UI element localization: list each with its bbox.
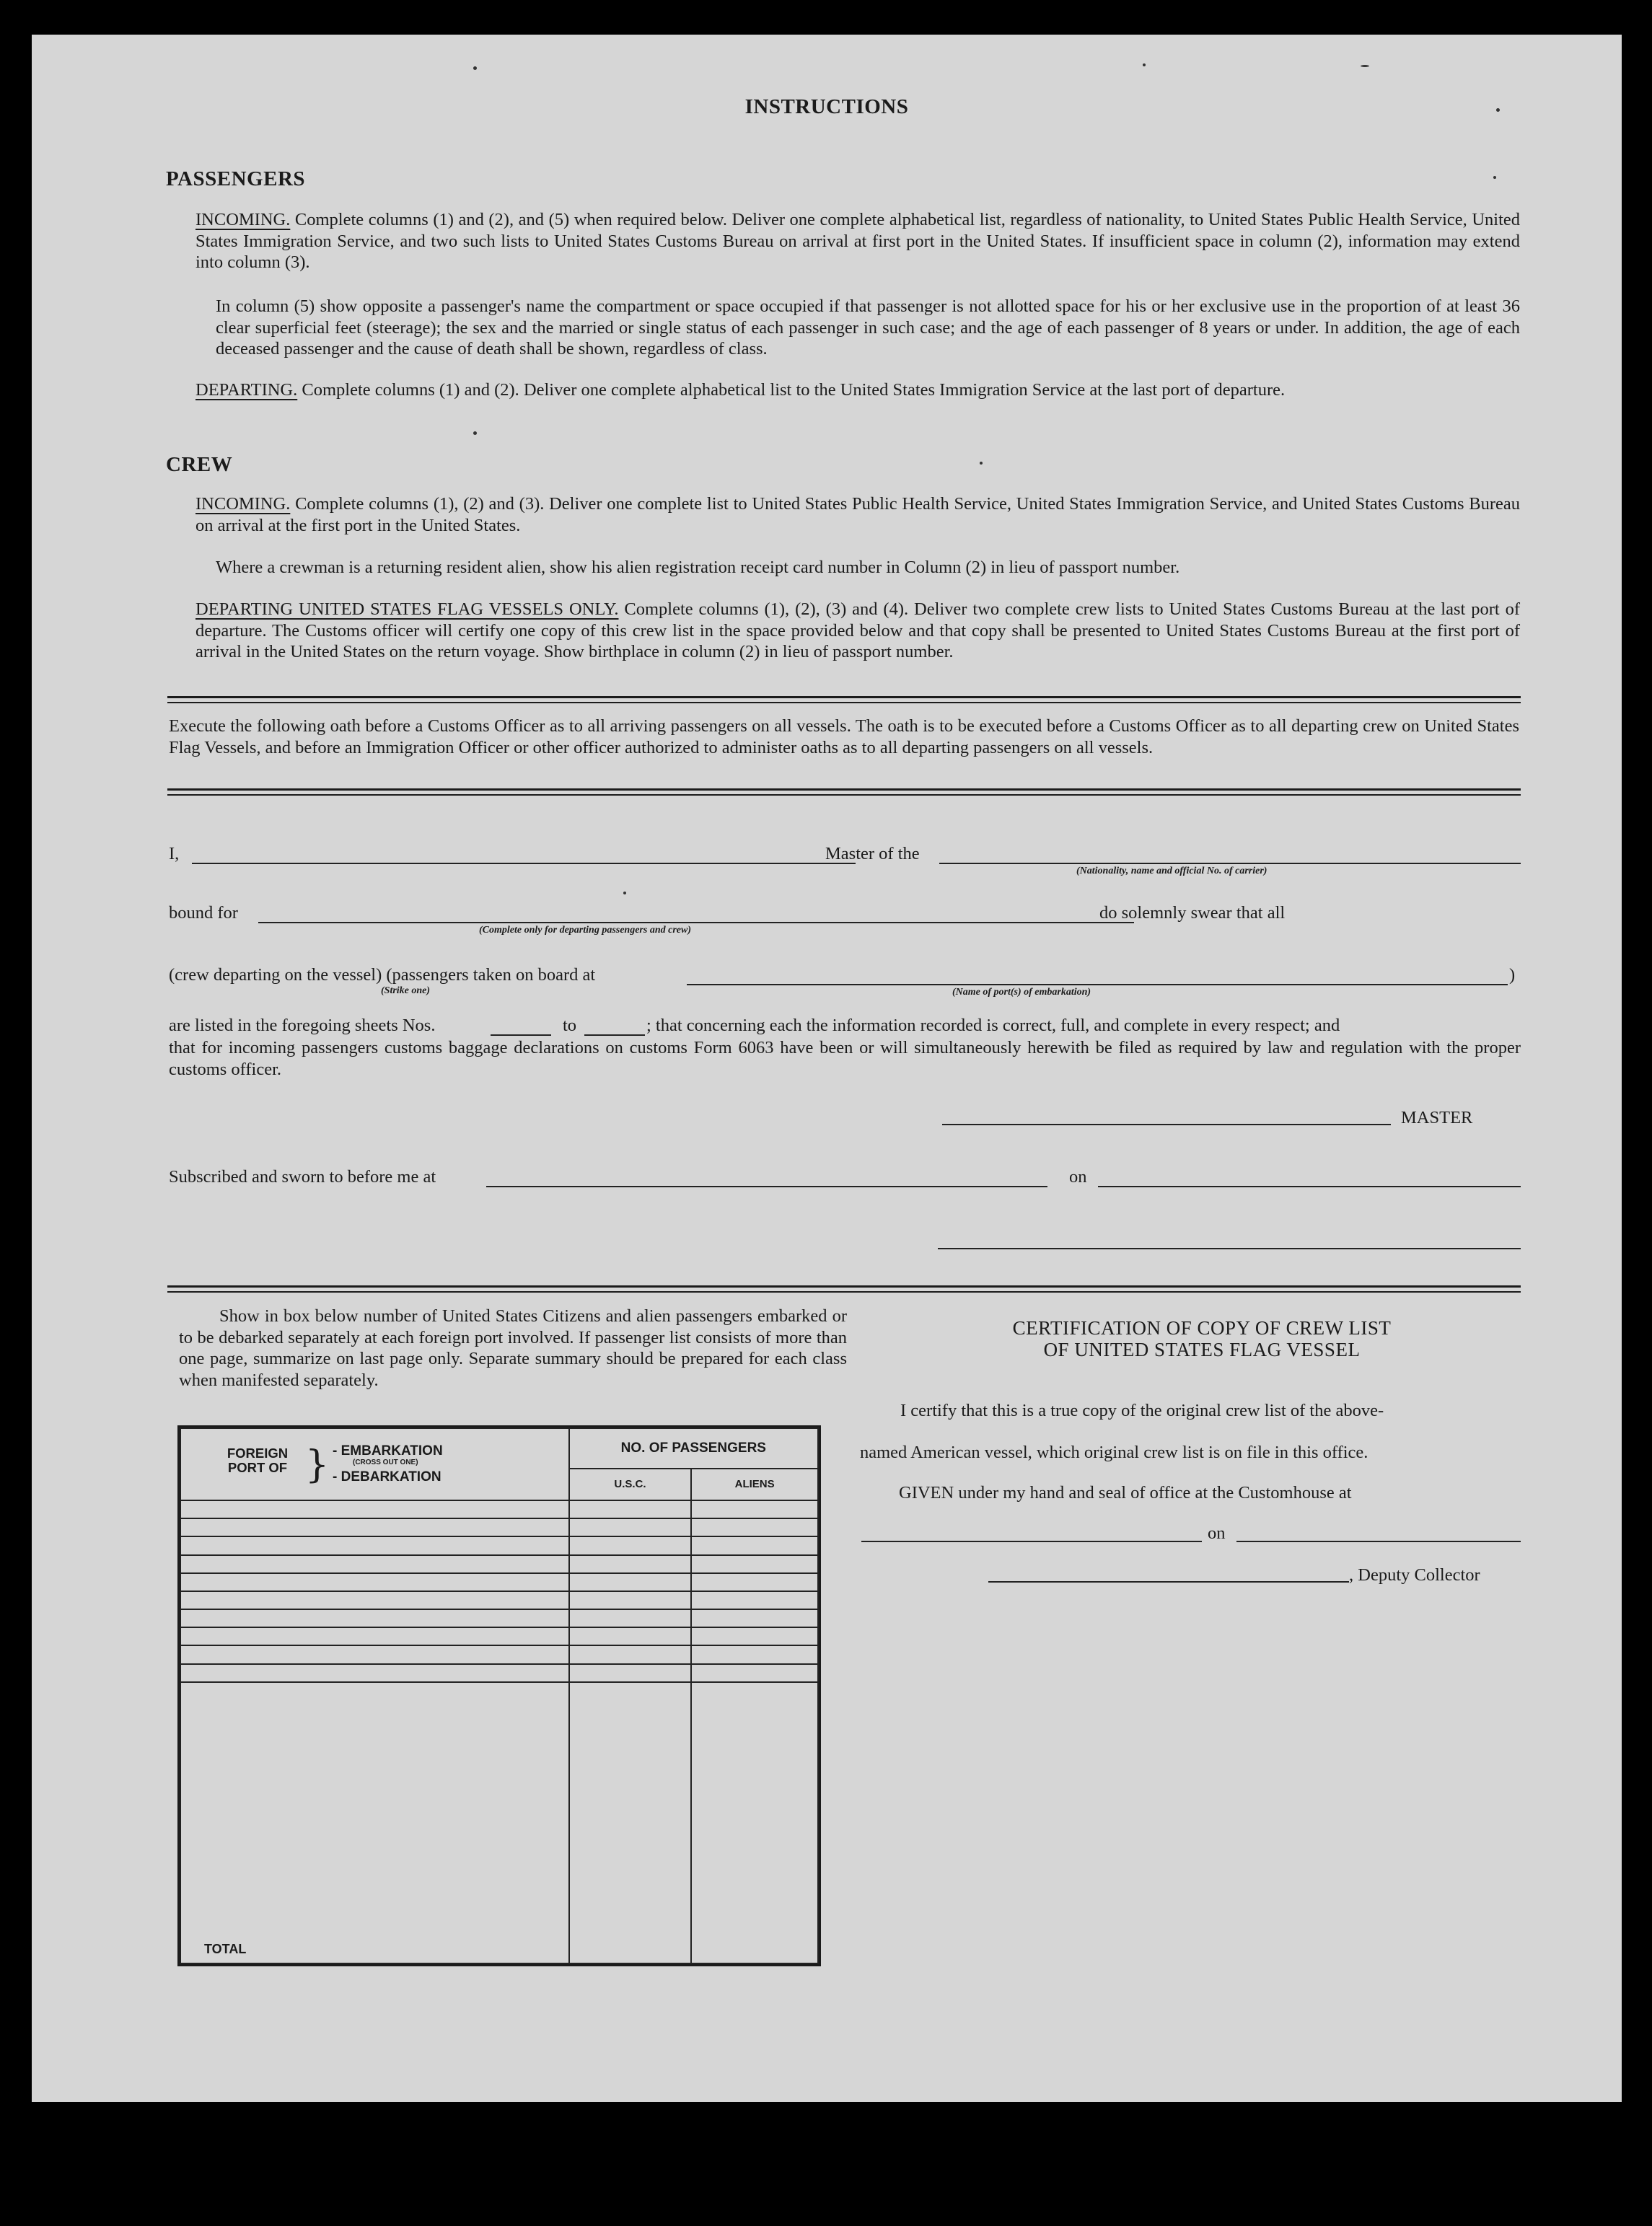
port-cell[interactable] [180,1664,569,1682]
summary-grid [180,1427,819,1964]
summary-row [180,1664,818,1682]
aliens-cell[interactable] [691,1627,818,1645]
certification-date-field[interactable] [1236,1541,1521,1542]
strike-one-caption: (Strike one) [381,985,431,996]
subscribed-label: Subscribed and sworn to before me at [169,1167,436,1187]
baggage-declaration-text: that for incoming passengers customs baggage declarations on customs Form 6063 have been or will simultaneously herewith be filed as required by law and regulation with the proper customs officer. [169,1038,1521,1079]
debarkation-label: - DEBARKATION [333,1469,441,1484]
form-page [32,35,1622,2102]
oath-i-label: I, [169,844,180,863]
divider-rule [167,696,1521,698]
usc-cell[interactable] [569,1573,692,1591]
aliens-cell[interactable] [691,1536,818,1554]
passengers-incoming-paragraph [195,209,1520,273]
port-cell[interactable] [180,1500,569,1518]
usc-cell[interactable] [569,1518,692,1536]
embarkation-caption: (Name of port(s) of embarkation) [952,987,1091,998]
aliens-cell[interactable] [691,1664,818,1682]
usc-cell[interactable] [569,1555,692,1573]
total-label-cell [180,1682,569,1963]
crew-resident-paragraph: Where a crewman is a returning resident alien, show his alien registration receipt card number in Column (2) in lieu of passport number. [216,558,1180,577]
customhouse-field[interactable] [861,1541,1202,1542]
total-label: TOTAL [204,1942,247,1956]
usc-cell[interactable] [569,1591,692,1609]
crew-incoming-paragraph [195,493,1520,536]
oath-instructions: Execute the following oath before a Customs Officer as to all arriving passengers on all vessels. The oath is to be executed before a Customs Officer as to all departing crew on United States Flag Vessels, and before an Immigration Officer or other officer authorized to administer oaths as to all departing passengers on all vessels. [169,716,1519,757]
summary-row [180,1627,818,1645]
divider-rule [167,1291,1521,1293]
scan-speck [1493,176,1496,179]
port-cell[interactable] [180,1555,569,1573]
scan-speck [1361,65,1369,67]
aliens-cell[interactable] [691,1609,818,1627]
listed-to-label: to [563,1016,577,1035]
certification-title [883,1317,1521,1360]
deputy-collector-label: , Deputy Collector [1349,1565,1480,1585]
summary-instruction: Show in box below number of United States Citizens and alien passengers embarked or to be debarked separately at each foreign port involved. If passenger list consists of more than one page, summarize on last page only. Separate summary should be prepared for each class when manifested separately. [179,1306,847,1390]
port-cell[interactable] [180,1536,569,1554]
aliens-cell[interactable] [691,1500,818,1518]
usc-cell[interactable] [569,1627,692,1645]
usc-column-header [569,1469,692,1500]
crew-departing-text: Complete columns (1), (2), (3) and (4). Deliver two complete crew lists to United States Customs Bureau at the last port of departure. The Customs officer will certify one copy of this crew list in the space provided below and that copy shall be presented to United States Customs Bureau at the first port of arrival in the United States on the return voyage. Show birthplace in column (2) in lieu of passport number. [195,599,1520,661]
crew-incoming-label: INCOMING. [195,494,291,514]
aliens-cell[interactable] [691,1555,818,1573]
summary-row [180,1609,818,1627]
master-signature-field[interactable] [942,1124,1391,1125]
passengers-incoming-text: Complete columns (1) and (2), and (5) when required below. Deliver one complete alphabetical list, regardless of nationality, to United States Public Health Service, United States Immigration Service, and two such lists to United States Customs Bureau on arrival at first port in the United States. If insufficient space in column (2), information may extend into column (3). [195,210,1520,272]
usc-cell[interactable] [569,1664,692,1682]
summary-row [180,1518,818,1536]
swear-label: do solemnly swear that all [1099,903,1286,923]
summary-row [180,1555,818,1573]
passengers-departing-paragraph [195,379,1520,401]
summary-row [180,1500,818,1518]
port-cell[interactable] [180,1591,569,1609]
carrier-caption: (Nationality, name and official No. of carrier) [1076,866,1267,876]
embarkation-label: - EMBARKATION [333,1443,443,1459]
crew-departing-paragraph [195,599,1520,663]
scan-speck [623,892,626,894]
bound-for-caption: (Complete only for departing passengers and crew) [479,925,691,936]
certification-on-label: on [1208,1523,1226,1543]
usc-cell[interactable] [569,1645,692,1663]
summary-row [180,1645,818,1663]
sworn-place-field[interactable] [486,1186,1047,1187]
summary-row [180,1573,818,1591]
sheet-from-field[interactable] [491,1034,551,1036]
certify-line-1: I certify that this is a true copy of the original crew list of the above- [900,1401,1384,1420]
passengers-column5-paragraph: In column (5) show opposite a passenger's name the compartment or space occupied if that passenger is not allotted space for his or her exclusive use in the proportion of at least 36 clear superficial feet (steerage); the sex and the married or single status of each passenger in such case; and the age of each passenger of 8 years or under. In addition, the age of each deceased passenger and the cause of death shall be shown, regardless of class. [216,296,1520,358]
crew-departing-label: (crew departing on the vessel) (passengers taken on board at [169,965,596,985]
port-cell[interactable] [180,1609,569,1627]
passengers-column-header [569,1428,818,1469]
master-label: MASTER [1401,1108,1473,1127]
summary-header-row [180,1428,818,1469]
bound-for-field[interactable] [258,922,1134,923]
aliens-cell[interactable] [691,1518,818,1536]
crew-heading: CREW [166,453,233,476]
passengers-incoming-label: INCOMING. [195,210,291,229]
listed-label: are listed in the foregoing sheets Nos. [169,1016,436,1035]
port-cell[interactable] [180,1518,569,1536]
listed-continuation: ; that concerning each the information recorded is correct, full, and complete in every respect; and [646,1016,1340,1035]
close-paren: ) [1509,965,1516,985]
scan-speck [1143,63,1146,66]
usc-label: U.S.C. [614,1478,646,1490]
port-cell[interactable] [180,1645,569,1663]
passengers-departing-text: Complete columns (1) and (2). Deliver one complete alphabetical list to the United States Immigration Service at the last port of departure. [297,380,1286,400]
officer-signature-field[interactable] [938,1248,1521,1249]
aliens-cell[interactable] [691,1573,818,1591]
no-passengers-label: NO. OF PASSENGERS [620,1440,766,1456]
foreign-port-label: FOREIGN PORT OF [227,1446,289,1475]
summary-row [180,1536,818,1554]
embarkation-port-field[interactable] [687,984,1508,985]
summary-row [180,1591,818,1609]
carrier-field[interactable] [939,863,1521,864]
scan-speck [1496,108,1500,112]
usc-cell[interactable] [569,1609,692,1627]
aliens-total-cell[interactable] [691,1682,818,1963]
deputy-collector-signature-field[interactable] [988,1581,1349,1583]
divider-rule [167,702,1521,703]
passengers-heading: PASSENGERS [166,167,306,190]
certify-line-2: named American vessel, which original crew list is on file in this office. [860,1443,1368,1462]
divider-rule [167,1285,1521,1288]
master-name-field[interactable] [192,863,856,864]
aliens-cell[interactable] [691,1645,818,1663]
port-column-header [180,1428,569,1500]
scan-speck [980,462,983,465]
cross-out-label: (CROSS OUT ONE) [353,1459,418,1466]
certification-title-line-2: OF UNITED STATES FLAG VESSEL [1043,1339,1361,1360]
sheet-to-field[interactable] [584,1034,645,1036]
port-cell[interactable] [180,1573,569,1591]
master-of-the-label: Master of the [825,844,920,863]
sworn-date-field[interactable] [1098,1186,1521,1187]
scan-speck [473,431,477,435]
scan-speck [473,66,477,70]
crew-departing-label: DEPARTING UNITED STATES FLAG VESSELS ONLY. [195,599,619,619]
usc-total-cell[interactable] [569,1682,692,1963]
page-title: INSTRUCTIONS [744,95,909,118]
divider-rule [167,788,1521,791]
passenger-summary-table [177,1425,821,1966]
summary-total-row [180,1682,818,1963]
brace-icon: } [305,1443,330,1487]
certification-title-line-1: CERTIFICATION OF COPY OF CREW LIST [1012,1317,1392,1339]
usc-cell[interactable] [569,1536,692,1554]
aliens-cell[interactable] [691,1591,818,1609]
usc-cell[interactable] [569,1500,692,1518]
aliens-label: ALIENS [734,1478,775,1490]
divider-rule [167,794,1521,796]
passengers-departing-label: DEPARTING. [195,380,298,400]
bound-for-label: bound for [169,903,238,923]
sworn-on-label: on [1069,1167,1087,1187]
crew-incoming-text: Complete columns (1), (2) and (3). Deliver one complete list to United States Public Health Service, United States Immigration Service, and United States Customs Bureau on arrival at the first port in the United States. [195,494,1520,535]
given-line: GIVEN under my hand and seal of office at the Customhouse at [899,1483,1352,1503]
port-cell[interactable] [180,1627,569,1645]
aliens-column-header [691,1469,818,1500]
